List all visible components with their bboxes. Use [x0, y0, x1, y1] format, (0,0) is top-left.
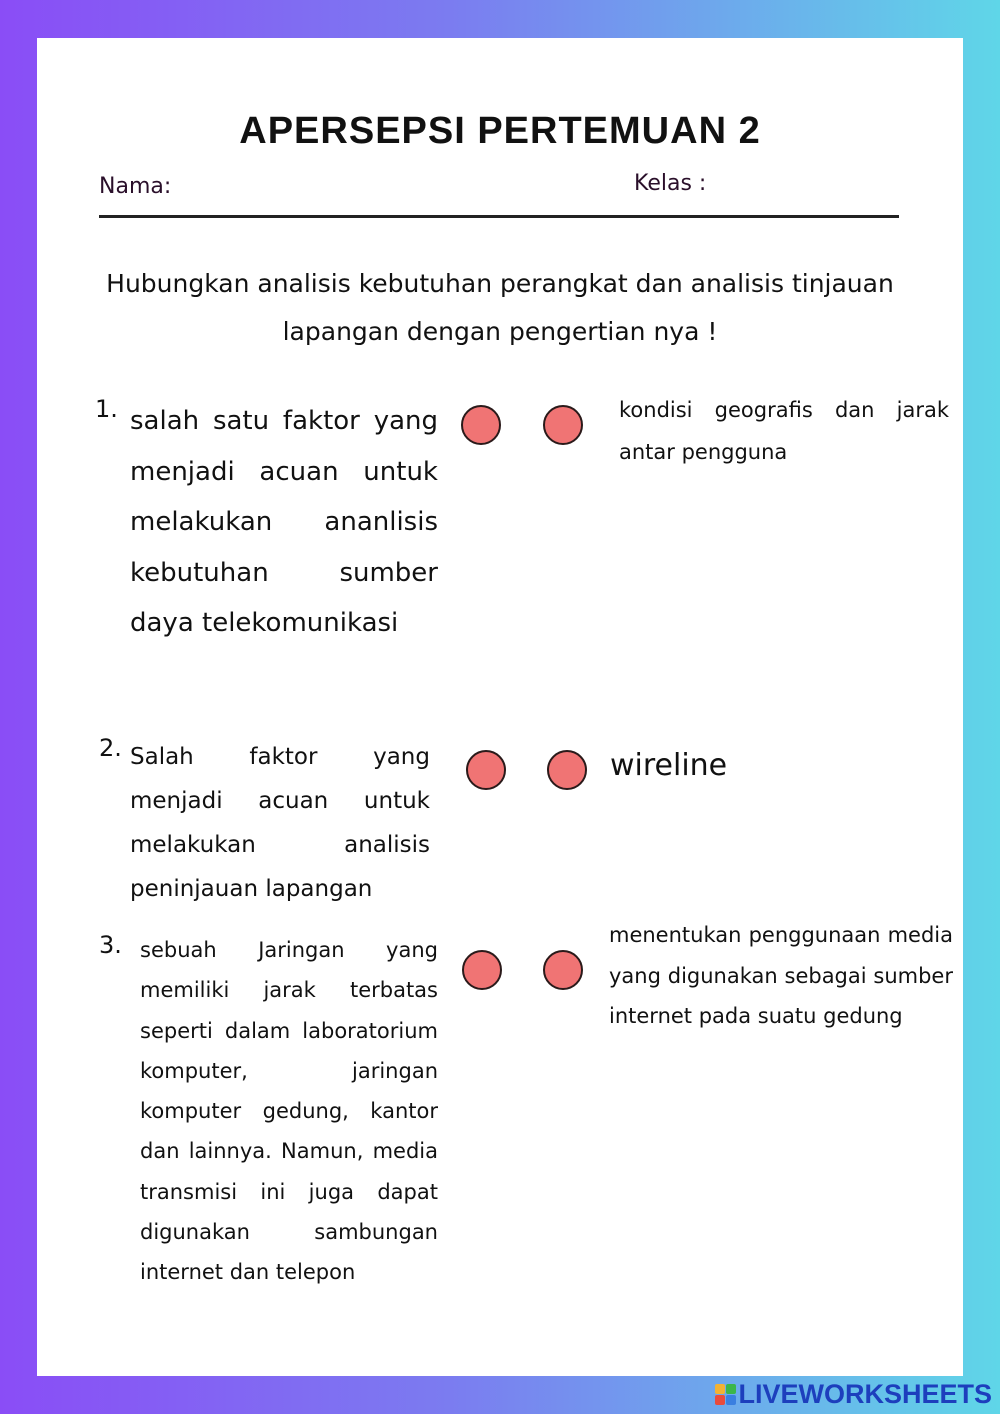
question-1-text: salah satu faktor yang menjadi acuan untuk melakukan ananlisis kebutuhan sumber daya telekomunikasi — [130, 406, 438, 638]
question-3-connector-dot[interactable] — [462, 950, 502, 990]
answer-1-text: kondisi geografis dan jarak antar pengguna — [619, 398, 949, 464]
question-3-text: sebuah Jaringan yang memiliki jarak terbatas seperti dalam laboratorium komputer, jaringan komputer gedung, kantor dan lainnya. Namun, media transmisi ini juga dapat digunakan sambungan internet dan telepon — [140, 938, 438, 1285]
instruction-text: Hubungkan analisis kebutuhan perangkat dan analisis tinjauan lapangan dengan pengertian nya ! — [106, 269, 894, 346]
question-2-text: Salah faktor yang menjadi acuan untuk melakukan analisis peninjauan lapangan — [130, 744, 430, 902]
header-divider — [99, 215, 899, 218]
page-title: APERSEPSI PERTEMUAN 2 — [239, 110, 761, 152]
class-label: Kelas : — [634, 171, 707, 196]
worksheet-page — [37, 38, 963, 1376]
liveworksheets-brand[interactable] — [715, 1378, 992, 1410]
question-1-connector-dot[interactable] — [461, 405, 501, 445]
answer-2-text: wireline — [610, 748, 728, 783]
question-2-number: 2. — [99, 734, 122, 762]
question-3-number: 3. — [99, 931, 122, 959]
answer-3-connector-dot[interactable] — [543, 950, 583, 990]
question-1-number: 1. — [95, 395, 118, 423]
answer-2-connector-dot[interactable] — [547, 750, 587, 790]
name-label: Nama: — [99, 174, 172, 199]
brand-name: LIVEWORKSHEETS — [738, 1378, 992, 1409]
answer-1-connector-dot[interactable] — [543, 405, 583, 445]
answer-3-text: menentukan penggunaan media yang digunakan sebagai sumber internet pada suatu gedung — [609, 923, 953, 1028]
question-2-connector-dot[interactable] — [466, 750, 506, 790]
liveworksheets-logo-icon — [715, 1384, 736, 1405]
